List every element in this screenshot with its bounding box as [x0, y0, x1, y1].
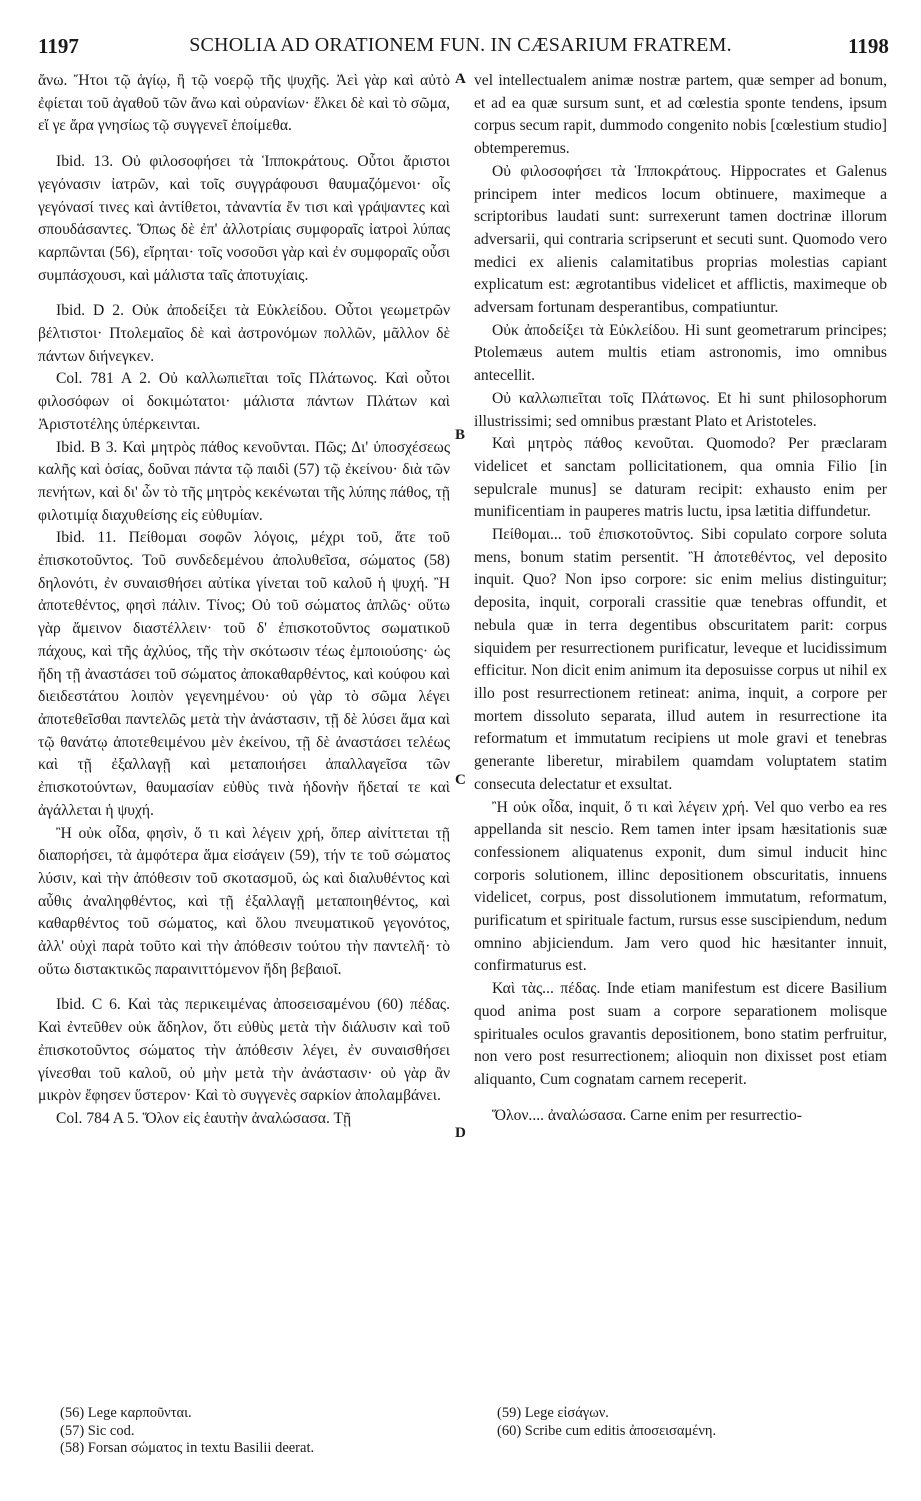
latin-paragraph: Ἢ οὐκ οἶδα, inquit, ὅ τι καὶ λέγειν χρή. Vel quo verbo ea res appellanda sit nescio. Rem tamen inter ipsam hæsitationis suæ confessionem aliquatenus exponit, dum simul inducit hinc corporis solutionem, illinc depositionem obscuritatis, innuens videlicet, corpus, post dissolutionem immutatum, reformatum, purificatum et spirituale factum, rursus esse suscipiendum, nedum omnino abjiciendum. Jam vero quod hic hæsitanter innuit, confirmaturus est. — [474, 798, 887, 975]
running-title: SCHOLIA AD ORATIONEM FUN. IN CÆSARIUM FRATREM. — [189, 34, 732, 56]
greek-paragraph: Ibid. 11. Πείθομαι σοφῶν λόγοις, μέχρι τοῦ, ἅτε τοῦ ἐπισκοτοῦντος. Τοῦ συνδεδεμένου ἀπολυθεῖσα, σώματος (58) δηλονότι, ἐν συναισθήσει αὐτίκα γίνεται τοῦ καλοῦ ἡ ψυχή. Ἢ ἀποτεθέντος, φησὶ πάλιν. Τίνος; Οὐ τοῦ σώματος ἁπλῶς· οὕτω γὰρ ἄμεινον διαστέλλειν· τοῦ δ' ἐπισκοτοῦντος σωματικοῦ πάχους, καὶ τῆς ἀχλύος, τῆς τὴν σκότωσιν τέως ἐμποιούσης· ὡς ἤδη τῇ ἀναστάσει τοῦ σώματος ἀποκαθαρθέντος, καὶ κούφου καὶ διειδεστάτου λοιπὸν γεγενημένου· οὐ γὰρ τὸ σῶμα λέγει ἀποτεθεῖσθαι παντελῶς μετὰ τὴν ἀνάστασιν, τῇ δὲ λύσει ἅμα καὶ τῷ θανάτῳ ἀποτεθειμένου μὲν ἐκείνου, τῇ δὲ ἀναστάσει τελέως καὶ τῇ ἐξαλλαγῇ καὶ μεταποιήσει ἀπαλλαγεῖσα τῶν ἐπισκοτούντων, θαυμασίαν εὐθὺς τινὰ ἡδονὴν ἥδεταί τε καὶ ἀγάλλεται ἡ ψυχή. — [38, 529, 450, 819]
latin-paragraph: Καὶ τὰς... πέδας. Inde etiam manifestum est dicere Basilium quod anima post suam a corpore separationem molisque spirituales oculos gravantis depositionem, bono statim perfruitur, non vero post resurrectionem; alioquin non dixisset post etiam aliquanto, Cum cognatam carnem receperit. — [474, 980, 887, 1088]
margin-letter-a: A — [455, 71, 466, 87]
greek-column — [38, 70, 450, 1131]
margin-letter-b: B — [455, 427, 466, 443]
footnotes-right — [497, 1405, 897, 1440]
footnote: (59) Lege εἰσάγων. — [497, 1405, 609, 1421]
greek-paragraph: Ibid. C 6. Καὶ τὰς περικειμένας ἀποσεισαμένου (60) πέδας. Καὶ ἐντεῦθεν οὐκ ἄδηλον, ὅτι εὐθὺς μετὰ τὴν διάλυσιν καὶ τοῦ ἐπισκοτοῦντος σώματος τὴν ἀπόθεσιν λέγει, ἐν συναισθήσει γίνεσθαι τοῦ καλοῦ, οὐ μὴν μετὰ τὴν ἀνάστασιν· οὐ γὰρ ἂν μικρὸν ἔφησεν ὕστερον· Καὶ τὸ συγγενὲς σαρκίον ἀπολαμβάνει. — [38, 996, 450, 1105]
greek-paragraph: Ibid. B 3. Καὶ μητρὸς πάθος κενοῦνται. Πῶς; Δι' ὑποσχέσεως καλῆς καὶ ὁσίας, δοῦναι πάντα τῷ παιδὶ (57) τῷ ἐκείνου· διὰ τῶν πενήτων, καὶ δι' ὧν τὸ τῆς μητρὸς κεκένωται τῆς λύπης πάθος, τῇ φιλοτιμίᾳ διαχυθείσης εἰς εὐθυμίαν. — [38, 438, 450, 524]
footnotes-left — [60, 1405, 460, 1458]
greek-paragraph: Col. 781 A 2. Οὐ καλλωπιεῖται τοῖς Πλάτωνος. Καὶ οὗτοι φιλοσόφων οἱ δοκιμώτατοι· μάλιστα πάντων Πλάτων καὶ Ἀριστοτέλης ὑπέρκεινται. — [38, 370, 450, 433]
latin-paragraph: Πείθομαι... τοῦ ἐπισκοτοῦντος. Sibi copulato corpore soluta mens, bonum statim persentit. Ἢ ἀποτεθέντος, vel deposito inquit. Quo? Non ipso corpore: sic enim melius distinguitur; deposita, inquit, corporali crassitie quæ tenebras offundit, et nebula quæ in terra degentibus obscuritatem parit: corpus siquidem per resurrectionem purificatur, leveque et lucidissimum efficitur. Non dicit enim animum ita deposuisse corpus ut nihil ex illo post resurrectionem retineat: anima, inquit, a corpore per mortem dissoluto separata, illud autem in resurrectione ita reformatum et immutatum recipiens ut mole gravi et tenebras generante liberetur, mirabilem quamdam voluptatem statim consecuta delectatur et exsultat. — [474, 526, 887, 793]
greek-paragraph: Col. 784 A 5. Ὅλον εἰς ἑαυτὴν ἀναλώσασα. Τῇ — [56, 1109, 352, 1127]
latin-paragraph: Οὐ καλλωπιεῖται τοῖς Πλάτωνος. Et hi sunt philosophorum illustrissimi; sed omnibus præstant Plato et Aristoteles. — [474, 389, 887, 430]
greek-paragraph: Ἢ οὐκ οἶδα, φησὶν, ὅ τι καὶ λέγειν χρή, ὅπερ αἰνίττεται τῇ διαπορήσει, τὰ ἀμφότερα ἅμα εἰσάγειν (59), τήν τε τοῦ σώματος λύσιν, καὶ τὴν ἀπόθεσιν τοῦ σκοτασμοῦ, ὡς καὶ διαλυθέντος καὶ αὖθις ἀναληφθέντος, καὶ τῇ ἐξαλλαγῇ μεταποιηθέντος, καὶ καθαρθέντος τοῦ σώματος, καὶ ὅλου πνευματικοῦ γεγονότος, ἀλλ' οὐχὶ παρὰ τοῦτο καὶ τὴν ἀπόθεσιν τούτου τὴν παντελῆ· τὸ οὕτω διστακτικῶς παραινιττόμενον ἤδη βεβαιοῖ. — [38, 824, 450, 978]
footnote: (57) Sic cod. — [60, 1422, 135, 1439]
latin-column — [474, 70, 887, 1127]
page-number-left: 1197 — [38, 34, 79, 58]
footnote: (56) Lege καρποῦνται. — [60, 1405, 192, 1421]
page-number-right: 1198 — [848, 34, 889, 58]
page-header — [0, 30, 921, 64]
latin-paragraph: Οὐ φιλοσοφήσει τὰ Ἱπποκράτους. Hippocrates et Galenus principem inter medicos locum obtinuere, maximeque a scriptoribus laudati sunt: surrexerunt tamen doctrinæ illorum adversarii, qui contraria scripserunt et secuti sunt. Quomodo vero medici ex alienis calamitatibus proprias molestias capiant explicatum est: ægrotantibus videlicet et afflictis, maximeque ob adversam fortunam desperantibus, compatiuntur. — [474, 162, 887, 317]
latin-paragraph: vel intellectualem animæ nostræ partem, quæ semper ad bonum, et ad ea quæ sursum sunt, et ad cœlestia sponte tendens, ipsum corpus secum rapit, dummodo congenito nobis [cœlestium studio] obtemperemus. — [474, 72, 887, 158]
latin-paragraph: Καὶ μητρὸς πάθος κενοῦται. Quomodo? Per præclaram videlicet et sanctam pollicitationem, qua omnia Filio [in sepulcrale munus] se daturam recipit: exhausto enim per munificentiam in pauperes matris luctu, ipsa lætitia diffundetur. — [474, 435, 887, 521]
greek-paragraph: Ibid. 13. Οὐ φιλοσοφήσει τὰ Ἱπποκράτους. Οὗτοι ἄριστοι γεγόνασιν ἰατρῶν, καὶ τοῖς συγγράφουσι θαυμαζόμενοι· οἷς γεγόνασί τινες καὶ ἀντίθετοι, τἀναντία ἔν τισι καὶ γράψαντες καὶ σπουδάσαντες. Ὅπως δὲ ἐπ' ἀλλοτρίαις συμφοραῖς ἰατροὶ λύπας καρπῶνται (56), εἴρηται· τοῖς νοσοῦσι γὰρ καὶ ἐν συμφοραῖς οὖσι συμπάσχουσι, καὶ μάλιστα ταῖς ἀποτυχίαις. — [38, 153, 450, 284]
footnote: (58) Forsan σώματος in textu Basilii deerat. — [60, 1440, 315, 1456]
margin-letter-c: C — [455, 772, 466, 788]
greek-paragraph: Ibid. D 2. Οὐκ ἀποδείξει τὰ Εὐκλείδου. Οὗτοι γεωμετρῶν βέλτιστοι· Πτολεμαῖος δὲ καὶ ἀστρονόμων πολλῶν, μᾶλλον δὲ πάντων διήνεγκεν. — [38, 302, 450, 365]
latin-paragraph: Ὅλον.... ἀναλώσασα. Carne enim per resurrectio- — [492, 1106, 802, 1124]
latin-paragraph: Οὐκ ἀποδείξει τὰ Εὐκλείδου. Hi sunt geometrarum principes; Ptolemæus autem multis etiam astronomis, imo omnibus antecellit. — [474, 321, 887, 385]
margin-letter-d: D — [455, 1125, 466, 1141]
greek-paragraph: ἄνω. Ἤτοι τῷ ἁγίῳ, ἢ τῷ νοερῷ τῆς ψυχῆς. Ἀεὶ γὰρ καὶ αὐτὸ ἐφίεται τοῦ ἀγαθοῦ τῶν ἄνω καὶ οὐρανίων· ἕλκει δὲ καὶ τὸ σῶμα, εἴ γε ἄρα γνησίως τῷ συγγενεῖ ἑποίμεθα. — [38, 72, 450, 135]
footnote: (60) Scribe cum editis ἀποσεισαμένη. — [497, 1422, 717, 1439]
